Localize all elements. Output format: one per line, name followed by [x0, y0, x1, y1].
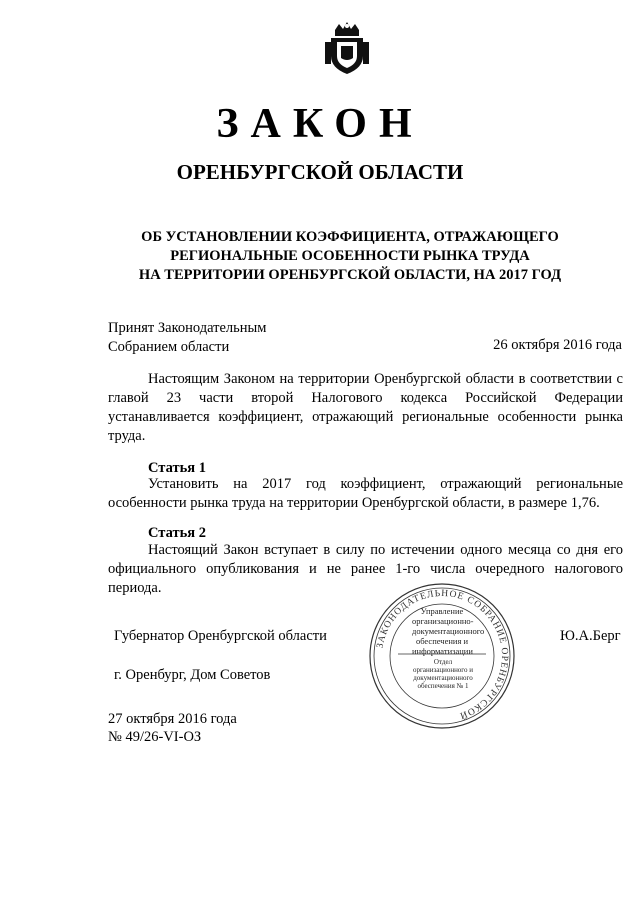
law-subject [90, 228, 610, 285]
subject-line: НА ТЕРРИТОРИИ ОРЕНБУРГСКОЙ ОБЛАСТИ, НА 2017 ГОД [138, 267, 562, 283]
adoption-info [108, 319, 266, 357]
stamp-inner-bottom: Отдел организационного и документационного обеспечения № 1 [412, 658, 474, 690]
signing-date: 27 октября 2016 года [108, 711, 237, 727]
article-1-heading: Статья 1 [148, 460, 206, 476]
article-1-text: Установить на 2017 год коэффициент, отражающий региональные особенности рынка труда на территории Оренбургской области, в размере 1,76. [108, 476, 623, 511]
governor-position: Губернатор Оренбургской области [114, 628, 327, 644]
coat-of-arms-emblem [323, 20, 371, 76]
signing-place: г. Оренбург, Дом Советов [114, 667, 271, 683]
law-number: № 49/26-VI-ОЗ [108, 729, 202, 745]
preamble-text: Настоящим Законом на территории Оренбургской области в соответствии с главой 23 части второй Налогового кодекса Российской Федерации устанавливается коэффициент, отражающий региональные особенности рынка труда. [108, 371, 623, 444]
adoption-date: 26 октября 2016 года [493, 337, 622, 353]
official-stamp [368, 582, 516, 730]
region-name: ОРЕНБУРГСКОЙ ОБЛАСТИ [176, 160, 464, 184]
subject-line: РЕГИОНАЛЬНЫЕ ОСОБЕННОСТИ РЫНКА ТРУДА [170, 248, 530, 264]
article-2-heading: Статья 2 [148, 525, 206, 541]
article-2-paragraph [108, 541, 623, 598]
governor-name: Ю.А.Берг [560, 628, 621, 644]
document-title: ЗАКОН [216, 101, 424, 147]
preamble-paragraph [108, 370, 623, 446]
article-1-paragraph [108, 475, 623, 513]
stamp-ring-text: ЗАКОНОДАТЕЛЬНОЕ СОБРАНИЕ ОРЕНБУРГСКОЙ [375, 588, 510, 721]
article-2-text: Настоящий Закон вступает в силу по истечении одного месяца со дня его официального опубликования и не ранее 1-го числа очередного налогового периода. [108, 542, 623, 596]
stamp-inner-top: Управление организационно-документационного обеспечения и информатизации [412, 606, 485, 656]
adoption-line: Собранием области [108, 339, 230, 355]
stamp-inner [368, 582, 516, 730]
adoption-line: Принят Законодательным [108, 320, 267, 336]
subject-line: ОБ УСТАНОВЛЕНИИ КОЭФФИЦИЕНТА, ОТРАЖАЮЩЕГО [141, 229, 559, 245]
